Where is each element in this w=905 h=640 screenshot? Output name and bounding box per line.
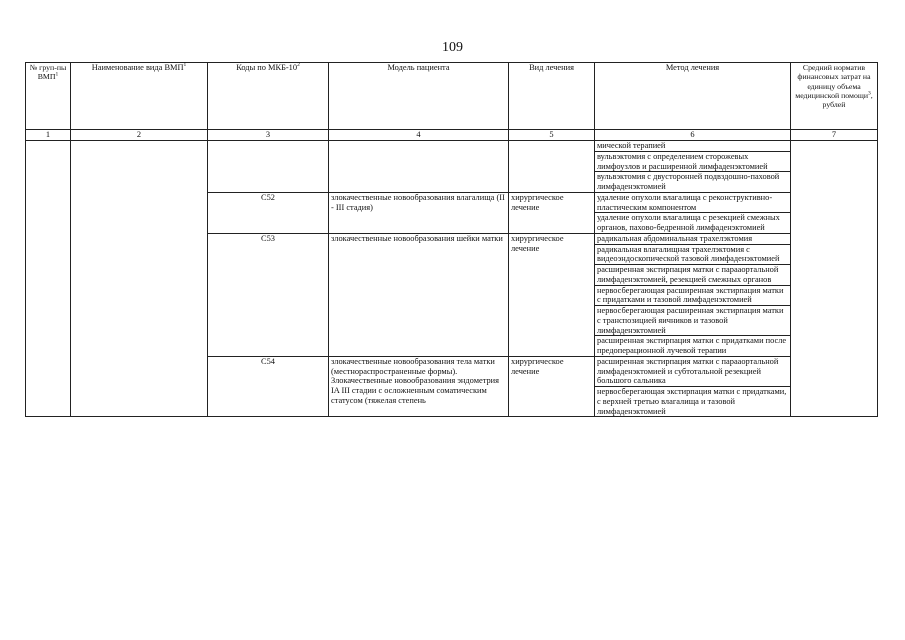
header-treatment-method: Метод лечения <box>595 63 791 130</box>
vmp-name-cell <box>71 141 208 417</box>
treatment-method-cell: расширенная экстирпация матки с придатками после предоперационной лучевой терапии <box>595 336 791 357</box>
treatment-method-cell: мической терапией <box>595 141 791 152</box>
column-number: 3 <box>208 130 329 141</box>
header-row <box>26 63 878 130</box>
patient-model-cell: злокачественные новообразования шейки матки <box>329 233 509 356</box>
header-group-number: № груп-пы ВМП$^1$ <box>26 63 71 130</box>
treatment-method-cell: нервосберегающая расширенная экстирпация матки с придатками и тазовой лимфаденэктомией <box>595 285 791 306</box>
column-number: 6 <box>595 130 791 141</box>
treatment-method-cell: радикальная абдоминальная трахелэктомия <box>595 233 791 244</box>
group-number-cell <box>26 141 71 417</box>
header-vmp-name: Наименование вида ВМП$^1$ <box>71 63 208 130</box>
vmp-table <box>25 62 878 417</box>
table-row <box>26 141 878 152</box>
treatment-type-cell <box>509 141 595 193</box>
treatment-method-cell: расширенная экстирпация матки с парааортальной лимфаденэктомией, резекцией смежных органов <box>595 265 791 286</box>
treatment-method-cell: вульвэктомия с определением сторожевых лимфоузлов и расширенной лимфаденэктомией <box>595 151 791 172</box>
cost-cell <box>791 141 878 417</box>
column-number-row <box>26 130 878 141</box>
treatment-method-cell: нервосберегающая расширенная экстирпация матки с транспозицией яичников и тазовой лимфаденэктомией <box>595 306 791 336</box>
page-number: 109 <box>442 40 463 55</box>
patient-model-cell: злокачественные новообразования тела матки (местнораспространенные формы). Злокачественные новообразования эндометрия IA III стадии с осложненным соматическим статусом (тяжелая степень <box>329 356 509 417</box>
column-number: 4 <box>329 130 509 141</box>
treatment-method-cell: радикальная влагалищная трахелэктомия с видеоэндоскопической тазовой лимфаденэктомией <box>595 244 791 265</box>
column-number: 7 <box>791 130 878 141</box>
treatment-method-cell: удаление опухоли влагалища с реконструктивно-пластическим компонентом <box>595 192 791 213</box>
icd-code-cell: C54 <box>208 356 329 417</box>
icd-code-cell <box>208 141 329 193</box>
patient-model-cell <box>329 141 509 193</box>
patient-model-cell: злокачественные новообразования влагалища (II - III стадия) <box>329 192 509 233</box>
column-number: 5 <box>509 130 595 141</box>
treatment-method-cell: вульвэктомия с двусторонней подвздошно-паховой лимфаденэктомией <box>595 172 791 193</box>
header-cost-standard: Средний норматив финансовых затрат на единицу объема медицинской помощи$^3$, рублей <box>791 63 878 130</box>
icd-code-cell: C53 <box>208 233 329 356</box>
treatment-method-cell: удаление опухоли влагалища с резекцией смежных органов, пахово-бедренной лимфаденэктомией <box>595 213 791 234</box>
treatment-type-cell: хирургическое лечение <box>509 192 595 233</box>
column-number: 2 <box>71 130 208 141</box>
column-number: 1 <box>26 130 71 141</box>
icd-code-cell: C52 <box>208 192 329 233</box>
treatment-method-cell: нервосберегающая экстирпация матки с придатками, с верхней третью влагалища и тазовой лимфаденэктомией <box>595 387 791 417</box>
treatment-type-cell: хирургическое лечение <box>509 356 595 417</box>
header-patient-model: Модель пациента <box>329 63 509 130</box>
header-icd-codes: Коды по МКБ-$10^2$ <box>208 63 329 130</box>
header-treatment-type: Вид лечения <box>509 63 595 130</box>
treatment-method-cell: расширенная экстирпация матки с парааортальной лимфаденэктомией и субтотальной резекцией большого сальника <box>595 356 791 386</box>
treatment-type-cell: хирургическое лечение <box>509 233 595 356</box>
